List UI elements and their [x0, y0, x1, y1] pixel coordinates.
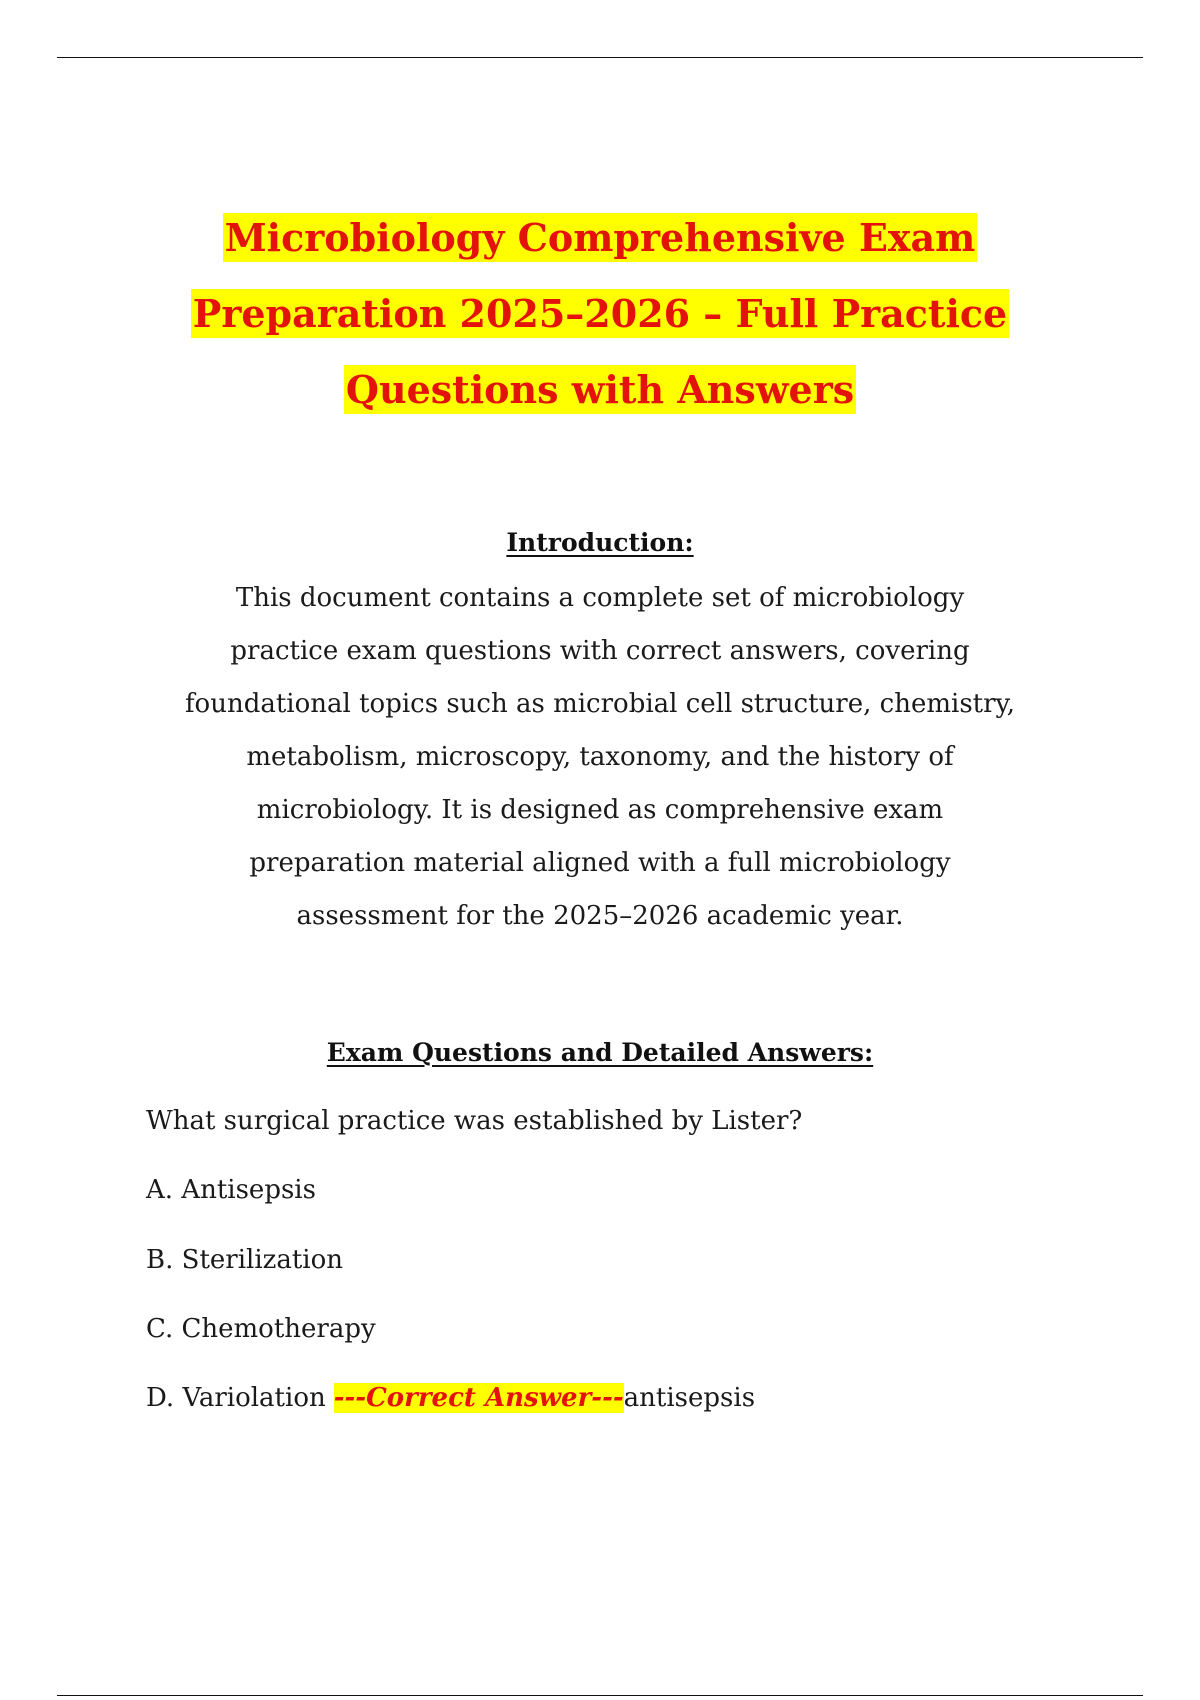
intro-line: practice exam questions with correct answers, covering: [230, 636, 970, 666]
introduction-heading: Introduction:: [506, 528, 694, 557]
option-d: D. Variolation: [146, 1383, 326, 1413]
intro-line: microbiology. It is designed as comprehensive exam: [256, 795, 944, 825]
intro-line: metabolism, microscopy, taxonomy, and the history of: [246, 742, 954, 772]
bottom-rule: [57, 1695, 1143, 1696]
intro-line: foundational topics such as microbial cell structure, chemistry,: [184, 689, 1016, 719]
title-line-2: Preparation 2025–2026 – Full Practice: [192, 291, 1008, 336]
question-text: What surgical practice was established by Lister?: [146, 1106, 803, 1136]
option-a: A. Antisepsis: [146, 1175, 316, 1205]
introduction-paragraph: [130, 572, 1070, 943]
intro-line: assessment for the 2025–2026 academic year.: [296, 901, 904, 931]
intro-line: preparation material aligned with a full microbiology: [249, 848, 951, 878]
option-b: B. Sterilization: [146, 1245, 344, 1275]
intro-line: This document contains a complete set of microbiology: [235, 583, 965, 613]
title-line-3: Questions with Answers: [345, 367, 855, 412]
exam-questions-heading: Exam Questions and Detailed Answers:: [326, 1038, 874, 1067]
title-line-1: Microbiology Comprehensive Exam: [224, 215, 976, 260]
top-rule: [57, 57, 1143, 58]
option-c: C. Chemotherapy: [146, 1314, 376, 1344]
document-title: [100, 200, 1100, 428]
correct-answer-marker: ---Correct Answer---: [333, 1383, 624, 1413]
correct-answer-text: antisepsis: [623, 1383, 756, 1413]
option-d-row: [146, 1383, 755, 1413]
